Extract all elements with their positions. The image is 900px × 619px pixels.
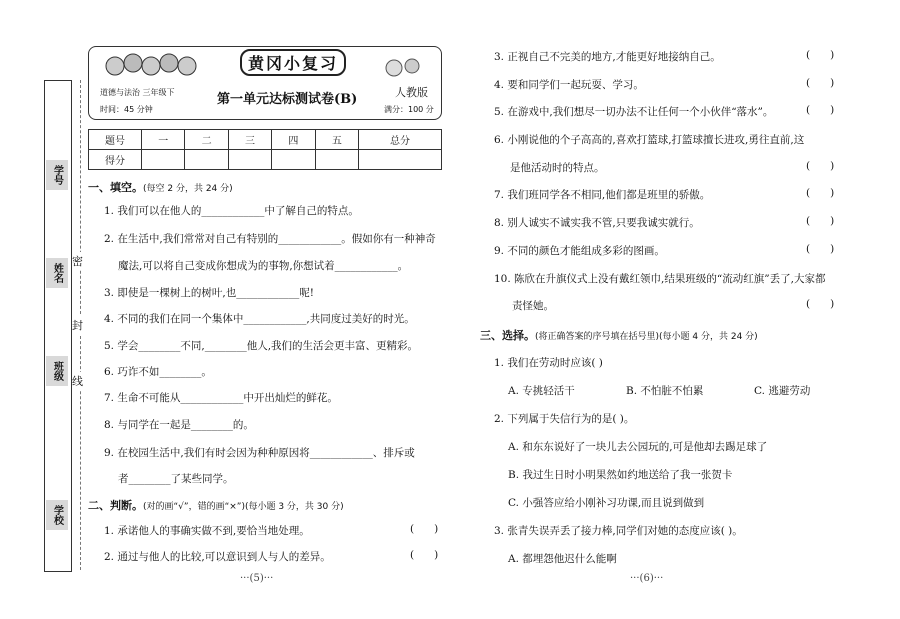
page-number-right: ···(6)··· [630,573,664,584]
score-cell: 二 [185,130,228,150]
score-table-score-row [89,150,442,170]
balloons-icon [380,56,430,86]
judge-question: 9. 不同的颜色才能组成多彩的图画。 [494,245,665,257]
answer-paren[interactable]: ( ) [410,549,439,561]
judge-question: 4. 要和同学们一起玩耍、学习。 [494,79,644,91]
judge-question: 7. 我们班同学各不相同,他们都是班里的骄傲。 [494,189,711,201]
answer-paren[interactable]: ( ) [410,523,439,535]
score-input-cell[interactable] [228,150,271,170]
strip-label-school: 学校 [46,500,68,530]
fill-question: 3. 即使是一棵树上的树叶,也____________呢! [104,287,314,299]
section-judge-note: (对的画“√”，错的画“×”)(每小题 3 分，共 30 分) [143,502,344,512]
fill-question: 魔法,可以将自己变成你想成为的事物,你想试着____________。 [118,260,409,272]
answer-paren[interactable]: ( ) [806,187,835,199]
judge-question: 10. 陈欣在升旗仪式上没有戴红领巾,结果班级的“流动红旗”丢了,大家都 [494,273,826,285]
score-table-header-row [89,130,442,150]
score-cell: 题号 [89,130,142,150]
section-choice-note: (将正确答案的序号填在括号里)(每小题 4 分，共 24 分) [535,332,758,342]
exam-title: 第一单元达标测试卷(B) [217,92,358,107]
choice-option: A. 都埋怨他迟什么能啊 [508,553,617,565]
fill-question: 2. 在生活中,我们常常对自己有特别的____________。假如你有一种神奇 [104,233,436,245]
strip-label-class: 班级 [46,356,68,386]
judge-question: 8. 别人诚实不诚实我不管,只要我诚实就行。 [494,217,700,229]
answer-paren[interactable]: ( ) [806,160,835,172]
fill-question: 8. 与同学在一起是________的。 [104,419,254,431]
full-score: 满分：100 分 [384,105,434,114]
section-judge-heading [88,497,344,513]
subject-grade: 道德与法治 三年级下 [100,88,175,97]
fill-question: 4. 不同的我们在同一个集体中____________,共同度过美好的时光。 [104,313,415,325]
fill-question: 7. 生命不可能从____________中开出灿烂的鲜花。 [104,392,338,404]
score-cell: 总分 [359,130,442,150]
answer-paren[interactable]: ( ) [806,243,835,255]
section-choice-heading [480,327,758,343]
section-judge-title: 二、判断。 [88,499,143,512]
judge-question: 6. 小刚说他的个子高高的,喜欢打篮球,打篮球擅长进攻,勇往直前,这 [494,134,805,146]
choice-option: B. 我过生日时小明果然如约地送给了我一张贺卡 [508,469,733,481]
kids-illustration-icon [103,50,199,80]
judge-question: 是他活动时的特点。 [510,162,605,174]
seal-char-xian: 线 [72,372,83,390]
score-row-label: 得分 [89,150,142,170]
score-input-cell[interactable] [185,150,228,170]
strip-label-student-id: 学号 [46,160,68,190]
choice-question: 2. 下列属于失信行为的是( )。 [494,413,635,425]
score-cell: 五 [315,130,358,150]
score-input-cell[interactable] [272,150,315,170]
score-cell: 一 [142,130,185,150]
section-fill-title: 一、填空。 [88,181,143,194]
score-input-cell[interactable] [359,150,442,170]
choice-question: 3. 张青失误弄丢了接力棒,同学们对她的态度应该( )。 [494,525,743,537]
brand-logo: 黄冈小复习 [240,49,346,76]
judge-question: 3. 正视自己不完美的地方,才能更好地接纳自己。 [494,51,721,63]
score-table [88,129,442,170]
fill-question: 9. 在校园生活中,我们有时会因为种种原因将____________、排斥或 [104,447,415,459]
fill-question: 6. 巧诈不如________。 [104,366,212,378]
fill-question: 5. 学会________不同,________他人,我们的生活会更丰富、更精彩。 [104,340,419,352]
seal-char-feng: 封 [72,316,83,334]
judge-question: 5. 在游戏中,我们想尽一切办法不让任何一个小伙伴“落水”。 [494,106,774,118]
time-limit: 时间：45 分钟 [100,105,153,114]
fill-question: 者________了某些同学。 [118,473,234,485]
judge-question: 1. 承诺他人的事确实做不到,要恰当地处理。 [104,525,310,537]
score-cell: 四 [272,130,315,150]
score-input-cell[interactable] [315,150,358,170]
binding-strip [44,80,72,572]
page-number-left: ···(5)··· [240,573,274,584]
edition-label: 人教版 [395,86,428,99]
choice-option: A. 专挑轻活干 [508,385,575,397]
judge-question: 2. 通过与他人的比较,可以意识到人与人的差异。 [104,551,331,563]
answer-paren[interactable]: ( ) [806,77,835,89]
score-cell: 三 [228,130,271,150]
score-input-cell[interactable] [142,150,185,170]
judge-question: 责怪她。 [512,300,554,312]
seal-char-mi: 密 [72,252,83,270]
fill-question: 1. 我们可以在他人的____________中了解自己的特点。 [104,205,359,217]
choice-option: C. 小强答应给小刚补习功课,而且说到做到 [508,497,705,509]
answer-paren[interactable]: ( ) [806,49,835,61]
choice-question: 1. 我们在劳动时应该( ) [494,357,603,369]
answer-paren[interactable]: ( ) [806,298,835,310]
section-fill-note: (每空 2 分，共 24 分) [143,184,233,194]
section-choice-title: 三、选择。 [480,329,535,342]
choice-option: A. 和东东说好了一块儿去公园玩的,可是他却去踢足球了 [508,441,768,453]
answer-paren[interactable]: ( ) [806,104,835,116]
strip-label-name: 姓名 [46,258,68,288]
section-fill-heading [88,179,233,195]
choice-option: C. 逃避劳动 [754,385,811,397]
choice-option: B. 不怕脏不怕累 [626,385,704,397]
answer-paren[interactable]: ( ) [806,215,835,227]
